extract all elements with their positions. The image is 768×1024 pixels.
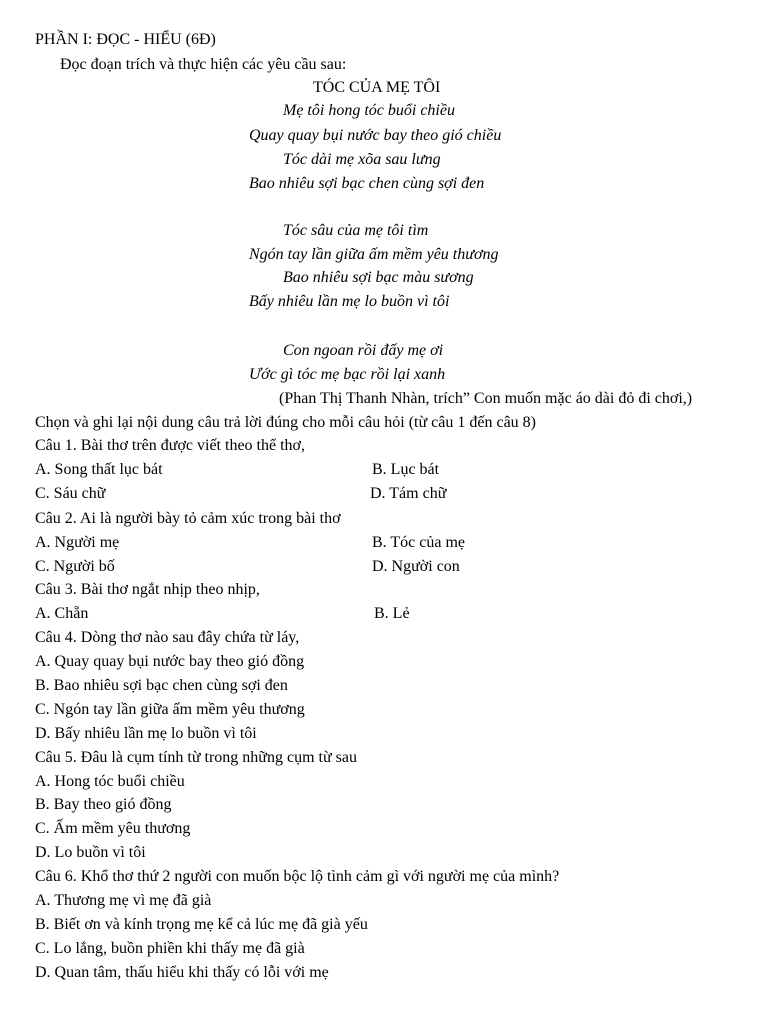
poem-line: Bao nhiêu sợi bạc màu sương: [283, 269, 474, 286]
option: C. Sáu chữ: [35, 485, 106, 502]
poem-title: TÓC CỦA MẸ TÔI: [313, 79, 441, 96]
question: Câu 6. Khổ thơ thứ 2 người con muốn bộc lộ tình cảm gì với người mẹ của mình?: [35, 868, 560, 885]
poem-line: Bấy nhiêu lần mẹ lo buồn vì tôi: [249, 293, 450, 310]
option: B. Bay theo gió đồng: [35, 796, 172, 813]
section-title: PHẦN I: ĐỌC - HIỂU (6Đ): [35, 31, 216, 48]
option: A. Hong tóc buổi chiều: [35, 773, 185, 790]
option: B. Biết ơn và kính trọng mẹ kể cả lúc mẹ đã già yếu: [35, 916, 368, 933]
option: B. Bao nhiêu sợi bạc chen cùng sợi đen: [35, 677, 288, 694]
option: A. Quay quay bụi nước bay theo gió đồng: [35, 653, 305, 670]
poem-line: Tóc sâu của mẹ tôi tìm: [283, 222, 429, 239]
question: Câu 2. Ai là người bày tỏ cảm xúc trong bài thơ: [35, 510, 341, 527]
option: C. Lo lắng, buồn phiền khi thấy mẹ đã già: [35, 940, 305, 957]
option: D. Lo buồn vì tôi: [35, 844, 146, 861]
option: B. Tóc của mẹ: [372, 534, 466, 551]
poem-source: (Phan Thị Thanh Nhàn, trích” Con muốn mặc áo dài đỏ đi chơi,): [279, 390, 693, 407]
poem-line: Ước gì tóc mẹ bạc rồi lại xanh: [249, 366, 446, 383]
task-instruction: Chọn và ghi lại nội dung câu trả lời đúng cho mỗi câu hỏi (từ câu 1 đến câu 8): [35, 414, 537, 431]
option: D. Bấy nhiêu lần mẹ lo buồn vì tôi: [35, 725, 257, 742]
poem-line: Quay quay bụi nước bay theo gió chiều: [249, 127, 502, 144]
option: D. Người con: [372, 558, 460, 575]
question: Câu 3. Bài thơ ngắt nhịp theo nhịp,: [35, 581, 260, 598]
question: Câu 1. Bài thơ trên được viết theo thể thơ,: [35, 437, 305, 454]
option: D. Tám chữ: [370, 485, 447, 502]
option: C. Người bố: [35, 558, 115, 575]
option: D. Quan tâm, thấu hiểu khi thấy có lỗi với mẹ: [35, 964, 329, 981]
instruction: Đọc đoạn trích và thực hiện các yêu cầu sau:: [60, 56, 347, 73]
option: A. Người mẹ: [35, 534, 120, 551]
option: A. Song thất lục bát: [35, 461, 163, 478]
question: Câu 5. Đâu là cụm tính từ trong những cụm từ sau: [35, 749, 357, 766]
option: B. Lục bát: [372, 461, 440, 478]
option: C. Ngón tay lần giữa ấm mềm yêu thương: [35, 701, 305, 718]
poem-line: Bao nhiêu sợi bạc chen cùng sợi đen: [249, 175, 485, 192]
option: A. Chẵn: [35, 605, 89, 622]
poem-line: Ngón tay lần giữa ấm mềm yêu thương: [249, 246, 499, 263]
poem-line: Con ngoan rồi đấy mẹ ơi: [283, 342, 444, 359]
option: C. Ấm mềm yêu thương: [35, 820, 191, 837]
option: B. Lẻ: [374, 605, 410, 622]
poem-line: Tóc dài mẹ xõa sau lưng: [283, 151, 441, 168]
question: Câu 4. Dòng thơ nào sau đây chứa từ láy,: [35, 629, 300, 646]
poem-line: Mẹ tôi hong tóc buổi chiều: [283, 102, 455, 119]
option: A. Thương mẹ vì mẹ đã già: [35, 892, 212, 909]
